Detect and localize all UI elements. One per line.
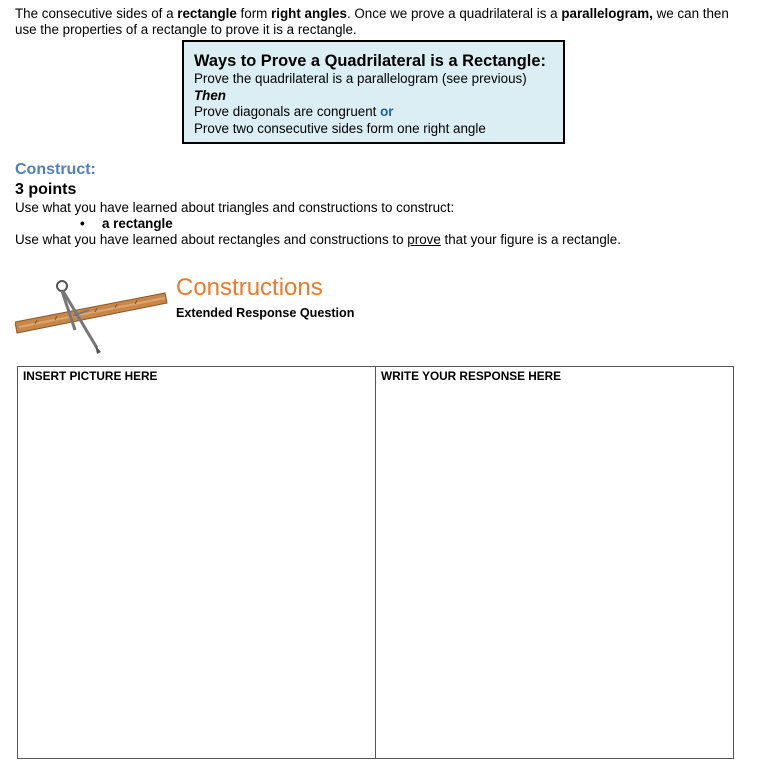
construct-instruction-1: Use what you have learned about triangles and constructions to construct: bbox=[15, 200, 455, 215]
box-line-then: Then bbox=[194, 87, 226, 103]
box-diagonals-text: Prove diagonals are congruent bbox=[194, 104, 381, 120]
intro-bold-rectangle: rectangle bbox=[177, 6, 237, 21]
compass-ruler-icon bbox=[15, 270, 170, 355]
box-line-diagonals bbox=[194, 104, 563, 121]
points-label: 3 points bbox=[15, 181, 77, 198]
bullet-dot-icon: • bbox=[80, 216, 85, 231]
write-response-label: WRITE YOUR RESPONSE HERE bbox=[381, 369, 562, 383]
insert-picture-cell[interactable] bbox=[18, 367, 376, 758]
intro-text-2: form bbox=[236, 6, 272, 21]
intro-paragraph bbox=[15, 6, 745, 38]
response-table bbox=[17, 366, 734, 759]
ways-to-prove-box bbox=[182, 40, 565, 144]
instruction-2-text-a: Use what you have learned about rectangles and constructions to bbox=[15, 232, 408, 247]
extended-response-subtitle: Extended Response Question bbox=[176, 306, 355, 320]
insert-picture-label: INSERT PICTURE HERE bbox=[23, 369, 158, 383]
intro-text-1: The consecutive sides of a bbox=[15, 6, 178, 21]
box-line-parallelogram: Prove the quadrilateral is a parallelogram (see previous) bbox=[194, 71, 527, 86]
bullet-text: a rectangle bbox=[102, 216, 173, 231]
write-response-cell[interactable] bbox=[376, 367, 733, 758]
box-title: Ways to Prove a Quadrilateral is a Rectangle: bbox=[194, 52, 546, 70]
box-or-keyword: or bbox=[380, 104, 394, 120]
bullet-item bbox=[80, 216, 173, 231]
instruction-2-text-b: that your figure is a rectangle. bbox=[440, 232, 621, 247]
intro-bold-right-angles: right angles bbox=[271, 6, 347, 21]
construct-heading: Construct: bbox=[15, 161, 96, 178]
constructions-title: Constructions bbox=[176, 274, 323, 301]
construct-instruction-2 bbox=[15, 232, 621, 247]
intro-text-3: . Once we prove a quadrilateral is a bbox=[346, 6, 562, 21]
intro-text-4: we can then use the properties of a rectangle to prove it is a rectangle. bbox=[15, 6, 729, 37]
instruction-2-prove-word: prove bbox=[407, 232, 441, 247]
box-line-right-angle: Prove two consecutive sides form one right angle bbox=[194, 120, 486, 136]
intro-bold-parallelogram: parallelogram, bbox=[561, 6, 653, 21]
